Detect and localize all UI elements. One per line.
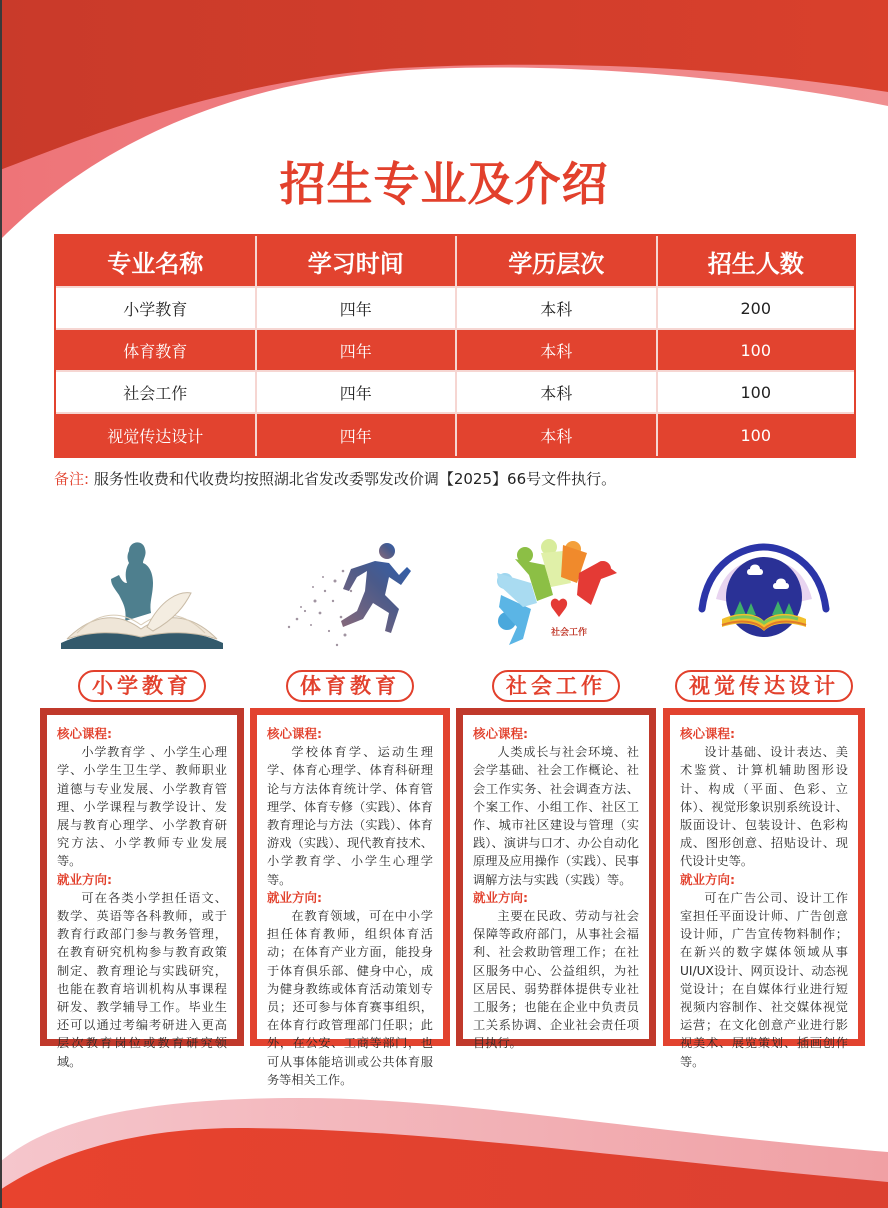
career-title: 就业方向:: [267, 889, 322, 905]
table-row: [56, 414, 854, 456]
career-text: 可在广告公司、设计工作室担任平面设计师、广告创意设计师，广告宣传物料制作；在新兴的数字媒体领域从事UI/UX设计、网页设计、动态视觉设计；在自媒体行业进行短视频内容制作、社交媒体视觉运营；在文化创意产业进行影视美术、展览策划、插画创作等。: [680, 890, 848, 1069]
open-book-landscape-icon: [663, 530, 865, 658]
core-courses-text: 人类成长与社会环境、社会学基础、社会工作概论、社会工作实务、社会调查方法、个案工作、小组工作、社区工作、城市社区建设与管理（实践）、演讲与口才、办公自动化原理及应用操作（实践）、民事调解方法与实践（实践）等。: [473, 745, 639, 887]
cell-quota: 200: [658, 288, 854, 330]
fee-note: [54, 468, 616, 489]
header-duration: 学习时间: [257, 236, 458, 288]
core-courses-text: 学校体育学、运动生理学、体育心理学、体育科研理论与方法体育统计学、体育管理学、体育专修（实践）、体育教育理论与方法（实践）、体育游戏（实践）、现代教育技术、小学教育学、小学生心理学等。: [267, 745, 433, 887]
cell-duration: 四年: [257, 288, 458, 330]
table-row: [56, 288, 854, 330]
table-row: [56, 330, 854, 372]
career-text: 主要在民政、劳动与社会保障等政府部门，从事社会福利、社会救助管理工作；在社区服务中心、公益组织，为社区居民、弱势群体提供专业社工服务；也能在企业中负责员工关系协调、企业社会责任项目执行。: [473, 909, 639, 1051]
major-title-badge: 视觉传达设计: [675, 670, 853, 702]
cell-level: 本科: [457, 330, 658, 372]
table-header-row: [56, 236, 854, 288]
core-courses-text: 小学教育学 、小学生心理学、小学生卫生学、教师职业道德与专业发展、小学教育管理、小学课程与教学设计、发展与教育心理学、小学教育研究方法、小学教师专业发展等。: [57, 745, 227, 869]
bottom-wave-decoration: [0, 1090, 888, 1208]
core-courses-title: 核心课程:: [57, 726, 112, 741]
header-major-name: 专业名称: [56, 236, 257, 288]
cell-duration: 四年: [257, 372, 458, 414]
core-courses-title: 核心课程:: [267, 726, 322, 741]
illustration-caption: 社会工作: [550, 628, 588, 638]
page-title: 招生专业及介绍: [279, 157, 609, 211]
major-title-badge: 体育教育: [286, 670, 414, 702]
career-text: 在教育领域，可在中小学担任体育教师，组织体育活动；在体育产业方面，能投身于体育俱乐部、健身中心，成为健身教练或体育活动策划专员；还可参与体育赛事组织，在体育行政管理部门任职；此外，在公安、工商等部门，也可从事体能培训或公共体育服务等相关工作。: [267, 909, 433, 1087]
major-info-card: [663, 708, 865, 1069]
cell-level: 本科: [457, 288, 658, 330]
major-title-badge: 小学教育: [78, 670, 206, 702]
social-work-people-icon: [456, 530, 656, 658]
cell-major-name: 社会工作: [56, 372, 257, 414]
sprinting-runner-icon: [250, 530, 450, 658]
left-edge-border: [0, 0, 2, 1208]
cell-quota: 100: [658, 414, 854, 456]
cell-level: 本科: [457, 372, 658, 414]
major-title-badge: 社会工作: [492, 670, 620, 702]
header-level: 学历层次: [457, 236, 658, 288]
cell-quota: 100: [658, 372, 854, 414]
major-info-card: [456, 708, 656, 1051]
cell-duration: 四年: [257, 414, 458, 456]
majors-table: [54, 234, 856, 458]
table-row: [56, 372, 854, 414]
reading-girl-book-icon: [40, 530, 244, 658]
note-label: 备注:: [54, 470, 90, 488]
career-title: 就业方向:: [680, 871, 735, 887]
core-courses-title: 核心课程:: [473, 726, 528, 741]
major-info-card: [250, 708, 450, 1087]
cell-duration: 四年: [257, 330, 458, 372]
career-text: 可在各类小学担任语文、数学、英语等各科教师，或于教育行政部门参与教务管理，在教育研究机构参与教育政策制定、教育理论与实践研究，也能在教育培训机构从事课程研发、教学辅导工作。毕业生还可以通过考编考研进入更高层次教育岗位或教育研究领域。: [57, 890, 227, 1069]
core-courses-title: 核心课程:: [680, 726, 735, 741]
career-title: 就业方向:: [57, 871, 112, 887]
header-quota: 招生人数: [658, 236, 854, 288]
cell-major-name: 体育教育: [56, 330, 257, 372]
career-title: 就业方向:: [473, 889, 528, 905]
note-text: 服务性收费和代收费均按照湖北省发改委鄂发改价调【2025】66号文件执行。: [93, 470, 617, 488]
cell-major-name: 小学教育: [56, 288, 257, 330]
cell-major-name: 视觉传达设计: [56, 414, 257, 456]
core-courses-text: 设计基础、设计表达、美术鉴赏、计算机辅助图形设计、构成（平面、色彩、立体）、视觉形象识别系统设计、版面设计、包装设计、色彩构成、图形创意、招贴设计、现代设计史等。: [680, 745, 848, 869]
cell-quota: 100: [658, 330, 854, 372]
cell-level: 本科: [457, 414, 658, 456]
major-info-card: [40, 708, 244, 1069]
